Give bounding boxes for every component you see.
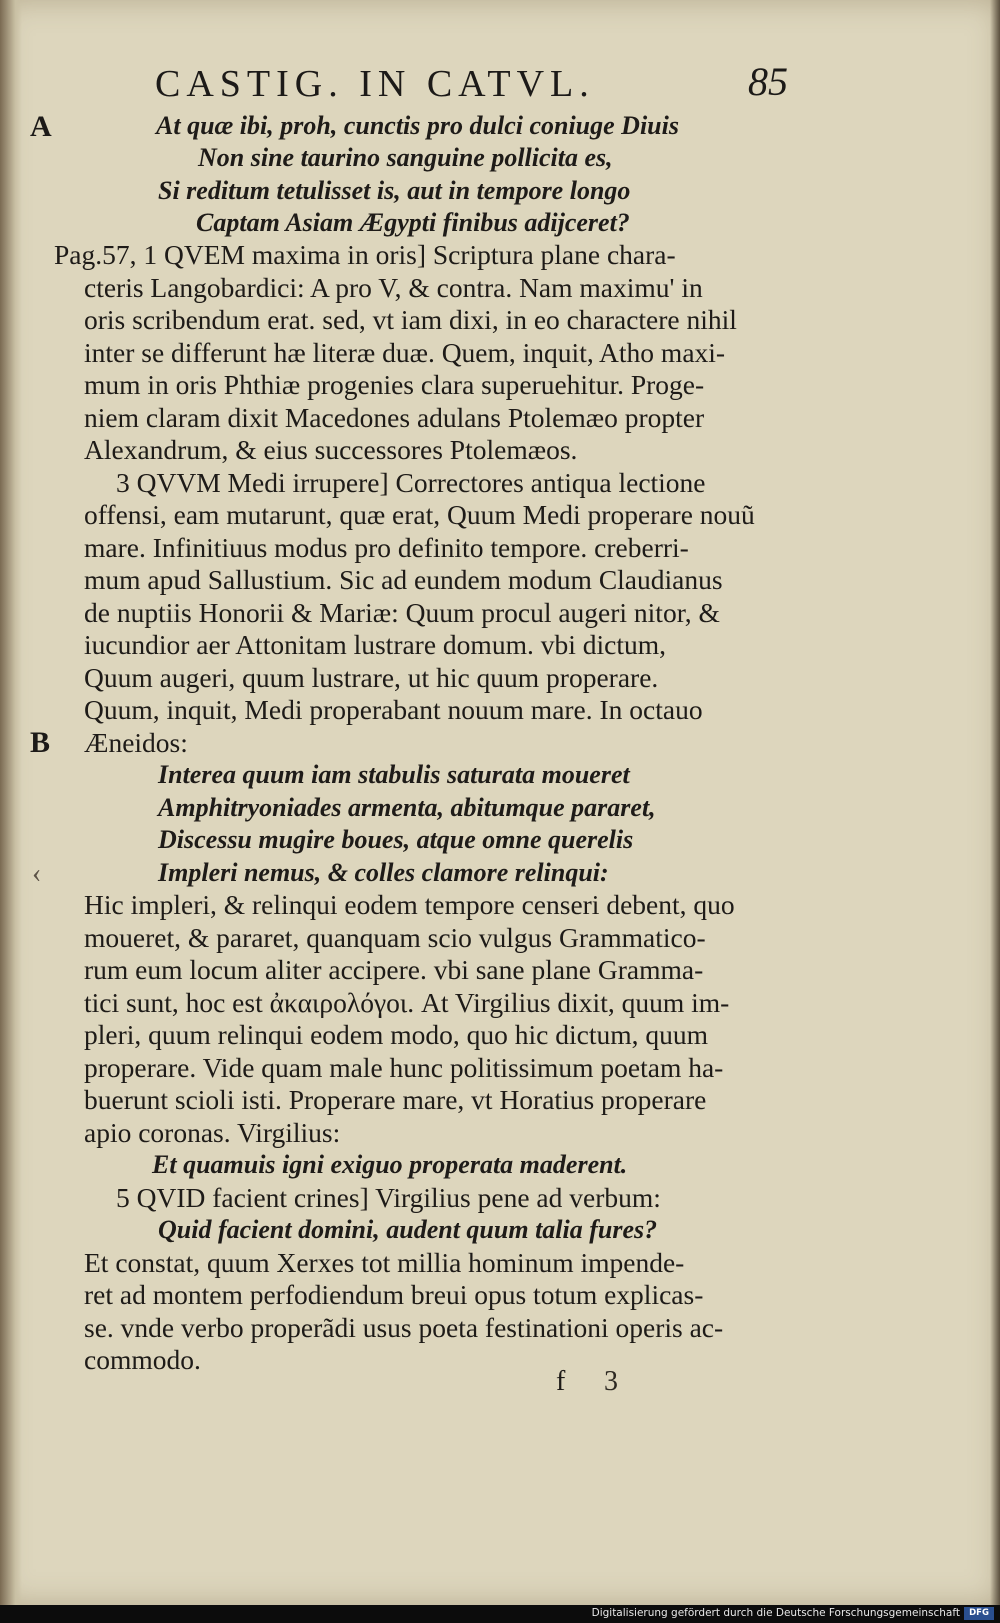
text-line: moueret, & pararet, quanquam scio vulgus Grammatico- [84,922,706,953]
running-head: CASTIG. IN CATVL. [155,63,595,105]
text-line: mum in oris Phthiæ progenies clara superuehitur. Proge- [84,369,705,400]
text-line: buerunt scioli isti. Properare mare, vt Horatius properare [84,1084,707,1115]
text-line: Si reditum tetulisset is, aut in tempore longo [158,176,631,205]
text-line: iucundior aer Attonitam lustrare domum. vbi dictum, [84,629,666,660]
text-line: ret ad montem perfodiendum breui opus totum explicas- [84,1279,704,1310]
text-line: mare. Infinitiuus modus pro definito tempore. creberri- [84,532,689,563]
text-line: properare. Vide quam male hunc politissimum poetam ha- [84,1052,724,1083]
text-line: Et constat, quum Xerxes tot millia hominum impende- [84,1247,685,1278]
margin-letter-a: A [30,110,52,143]
text-line: Non sine taurino sanguine pollicita es, [198,143,613,172]
margin-letter-b: B [30,726,51,759]
text-line: Quum augeri, quum lustrare, ut hic quum properare. [84,662,659,693]
text-line: Hic impleri, & relinqui eodem tempore censeri debent, quo [84,889,735,920]
text-line: pleri, quum relinqui eodem modo, quo hic dictum, quum [84,1019,709,1050]
text-line: Quum, inquit, Medi properabant nouum mare. In octauo [84,694,703,725]
digitization-credit: Digitalisierung gefördert durch die Deutsche Forschungsgemeinschaft [591,1607,960,1619]
text-line: de nuptiis Honorii & Mariæ: Quum procul augeri nitor, & [84,597,720,628]
margin-mark: ‹ [32,858,42,889]
dfg-logo: DFG [964,1607,994,1620]
signature-mark: 3 [604,1366,618,1397]
text-line: Quid facient domini, audent quum talia fures? [158,1215,658,1244]
text-line: Et quamuis igni exiguo properata maderent. [152,1150,628,1179]
text-line: Pag.57, 1 QVEM maxima in oris] Scriptura plane chara- [54,239,676,270]
text-line: Impleri nemus, & colles clamore relinqui: [158,858,609,887]
text-line: inter se differunt hæ literæ duæ. Quem, inquit, Atho maxi- [84,337,726,368]
text-line: commodo. [84,1344,201,1375]
text-line: Amphitryoniades armenta, abitumque pararet, [158,793,656,822]
text-line: Interea quum iam stabulis saturata moueret [158,760,630,789]
text-line: oris scribendum erat. sed, vt iam dixi, in eo charactere nihil [84,304,737,335]
text-line: 3 QVVM Medi irrupere] Correctores antiqua lectione [116,467,706,498]
text-line: rum eum locum aliter accipere. vbi sane plane Gramma- [84,954,704,985]
text-line: niem claram dixit Macedones adulans Ptolemæo propter [84,402,705,433]
text-line: apio coronas. Virgilius: [84,1117,341,1148]
catchword: f [556,1366,566,1397]
text-line: Æneidos: [84,727,188,758]
text-line: Captam Asiam Ægypti finibus adijceret? [196,208,630,237]
text-line: At quæ ibi, proh, cunctis pro dulci coniuge Diuis [156,111,679,140]
text-line: mum apud Sallustium. Sic ad eundem modum Claudianus [84,564,723,595]
text-line: Alexandrum, & eius successores Ptolemæos. [84,434,578,465]
page-header [0,59,1000,106]
text-line: se. vnde verbo properãdi usus poeta festinationi operis ac- [84,1312,724,1343]
text-line: 5 QVID facient crines] Virgilius pene ad verbum: [116,1182,661,1213]
text-line: Discessu mugire boues, atque omne querelis [158,825,634,854]
text-line: cteris Langobardici: A pro V, & contra. Nam maximu' in [84,272,703,303]
text-line: offensi, eam mutarunt, quæ erat, Quum Medi properare nouũ [84,499,755,530]
text-line: tici sunt, hoc est ἀκαιρολόγοι. At Virgilius dixit, quum im- [84,987,730,1018]
page-number: 85 [748,59,788,104]
